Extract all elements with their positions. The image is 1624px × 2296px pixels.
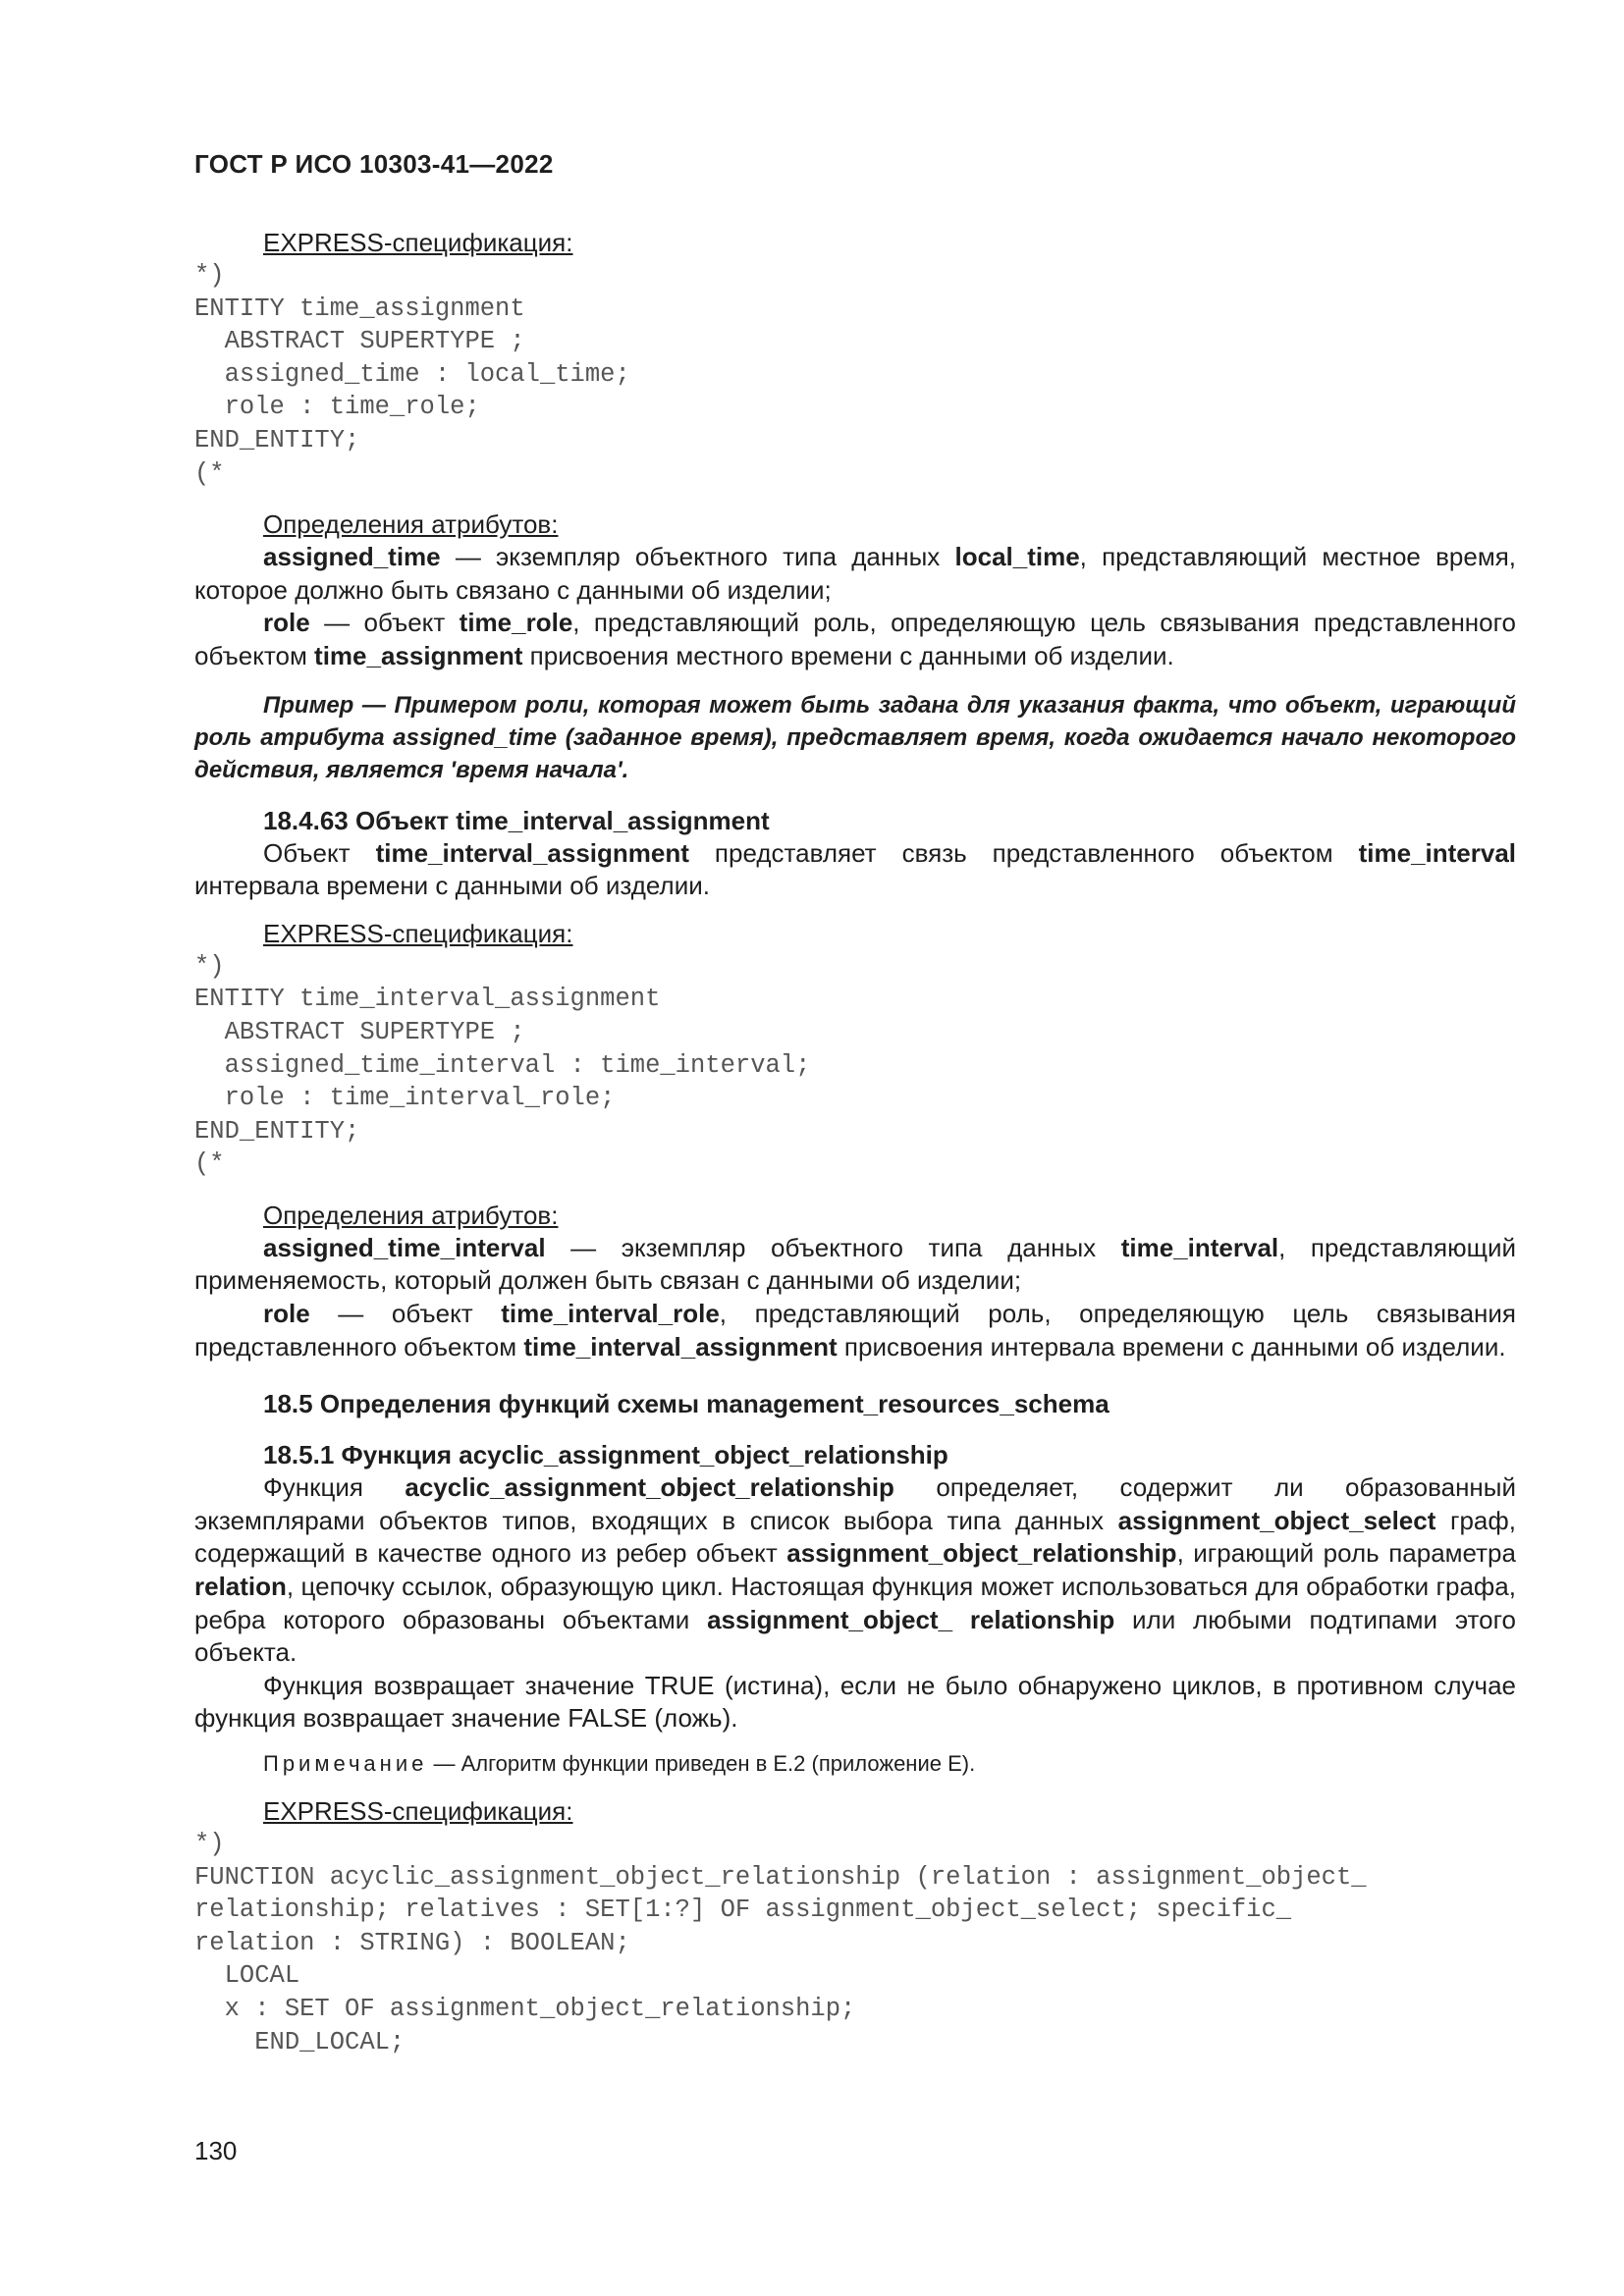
object-name: time_assignment <box>314 640 523 670</box>
object-name: time_interval_assignment <box>523 1331 838 1362</box>
type-name: assignment_object_select <box>1117 1505 1436 1535</box>
object-name: assignment_object_relationship <box>786 1538 1177 1569</box>
text-run: — объект <box>309 608 460 638</box>
text-run: , представляющий роль, определяющую цель связывания представленного объектом <box>194 1299 1516 1362</box>
section-paragraph: Функция возвращает значение TRUE (истина), если не было обнаружено циклов, в противном случае функция возвращает значение FALSE (ложь). <box>194 1670 1516 1734</box>
express-spec-label: EXPRESS-спецификация: <box>263 1796 573 1826</box>
express-code-function: *) FUNCTION acyclic_assignment_object_relationship (relation : assignment_object_ relationship; relatives : SET[1:?] OF assignment_object_select; specific_ relation : STRING) : BOOLEAN; LOCAL x : SET OF assignment_object_relationship; END_LOCAL; <box>194 1830 1367 2056</box>
type-name: time_interval <box>1120 1232 1279 1262</box>
attribute-name: assigned_time <box>263 542 441 572</box>
text-run: — объект <box>309 1299 502 1329</box>
text-run: , представляющий роль, определяющую цель связывания представленного объектом <box>194 608 1516 670</box>
type-name: local_time <box>954 542 1080 572</box>
text-run: присвоения местного времени с данными об изделии. <box>522 640 1174 670</box>
object-name: time_interval_assignment <box>375 837 689 868</box>
attribute-definition <box>194 541 1516 607</box>
text-run: присвоения интервала времени с данными об изделии. <box>837 1331 1506 1362</box>
note-label: Примечание <box>263 1751 428 1776</box>
express-spec-label: EXPRESS-спецификация: <box>263 918 573 948</box>
section-paragraph <box>194 837 1516 903</box>
note-text: — Алгоритм функции приведен в Е.2 (приложение Е). <box>427 1751 976 1776</box>
document-page <box>194 0 1516 2296</box>
section-heading-18-4-63: 18.4.63 Объект time_interval_assignment <box>263 805 770 835</box>
attribute-name: role <box>263 608 310 638</box>
text-run: или любыми подтипами этого объекта. <box>194 1604 1516 1668</box>
object-name: assignment_object_ relationship <box>707 1604 1115 1634</box>
document-header: ГОСТ Р ИСО 10303-41—2022 <box>194 149 554 179</box>
text-run: представляет связь представленного объектом <box>688 837 1359 868</box>
attribute-definitions-label: Определения атрибутов: <box>263 1200 559 1230</box>
section-heading-18-5: 18.5 Определения функций схемы management_resources_schema <box>263 1389 1110 1419</box>
express-spec-label: EXPRESS-спецификация: <box>263 228 573 257</box>
text-run: , играющий роль параметра <box>1176 1538 1516 1569</box>
text-run: определяет, содержит ли образованный экземплярами объектов типов, входящих в список выбора типа данных <box>194 1472 1517 1535</box>
attribute-definition <box>194 607 1516 672</box>
attribute-definitions-label: Определения атрибутов: <box>263 509 559 540</box>
text-run: Функция <box>263 1472 406 1503</box>
attribute-definition <box>194 1232 1516 1298</box>
spacer <box>194 903 1516 917</box>
attribute-name: role <box>263 1299 310 1329</box>
section-heading-18-5-1: 18.5.1 Функция acyclic_assignment_object_relationship <box>263 1440 948 1470</box>
page-number: 130 <box>194 2136 238 2165</box>
type-name: time_role <box>459 608 573 638</box>
function-name: acyclic_assignment_object_relationship <box>405 1472 894 1503</box>
type-name: time_interval_role <box>501 1299 720 1329</box>
example-note: Пример — Примером роли, которая может быть задана для указания факта, что объект, играющий роль атрибута assigned_time (заданное время), представляет время, когда ожидается начало некоторого действия, является 'время начала'. <box>194 691 1516 783</box>
attribute-definition <box>194 1298 1516 1363</box>
object-name: time_interval <box>1358 837 1517 868</box>
express-code-time-interval-assignment: *) ENTITY time_interval_assignment ABSTRACT SUPERTYPE ; assigned_time_interval : time_interval; role : time_interval_role; END_ENTITY; (* <box>194 951 811 1179</box>
parameter-name: relation <box>194 1572 287 1602</box>
attribute-name: assigned_time_interval <box>263 1232 546 1262</box>
note <box>263 1747 1516 1781</box>
text-run: — экземпляр объектного типа данных <box>440 542 955 572</box>
section-paragraph <box>194 1471 1516 1670</box>
text-run: , представляющий применяемость, который должен быть связан с данными об изделии; <box>194 1232 1517 1296</box>
spacer <box>194 1781 1516 1794</box>
text-run: граф, содержащий в качестве одного из ребер объект <box>194 1505 1516 1569</box>
text-run: , представляющий местное время, которое должно быть связано с данными об изделии; <box>194 542 1517 605</box>
text-run: , цепочку ссылок, образующую цикл. Настоящая функция может использоваться для обработки графа, ребра которого образованы объектами <box>194 1572 1516 1634</box>
express-code-time-assignment: *) ENTITY time_assignment ABSTRACT SUPERTYPE ; assigned_time : local_time; role : time_role; END_ENTITY; (* <box>194 261 630 488</box>
content-flow <box>194 226 1516 2058</box>
text-run: интервала времени с данными об изделии. <box>194 871 710 901</box>
text-run: — экземпляр объектного типа данных <box>545 1232 1121 1262</box>
text-run: Объект <box>263 837 376 868</box>
